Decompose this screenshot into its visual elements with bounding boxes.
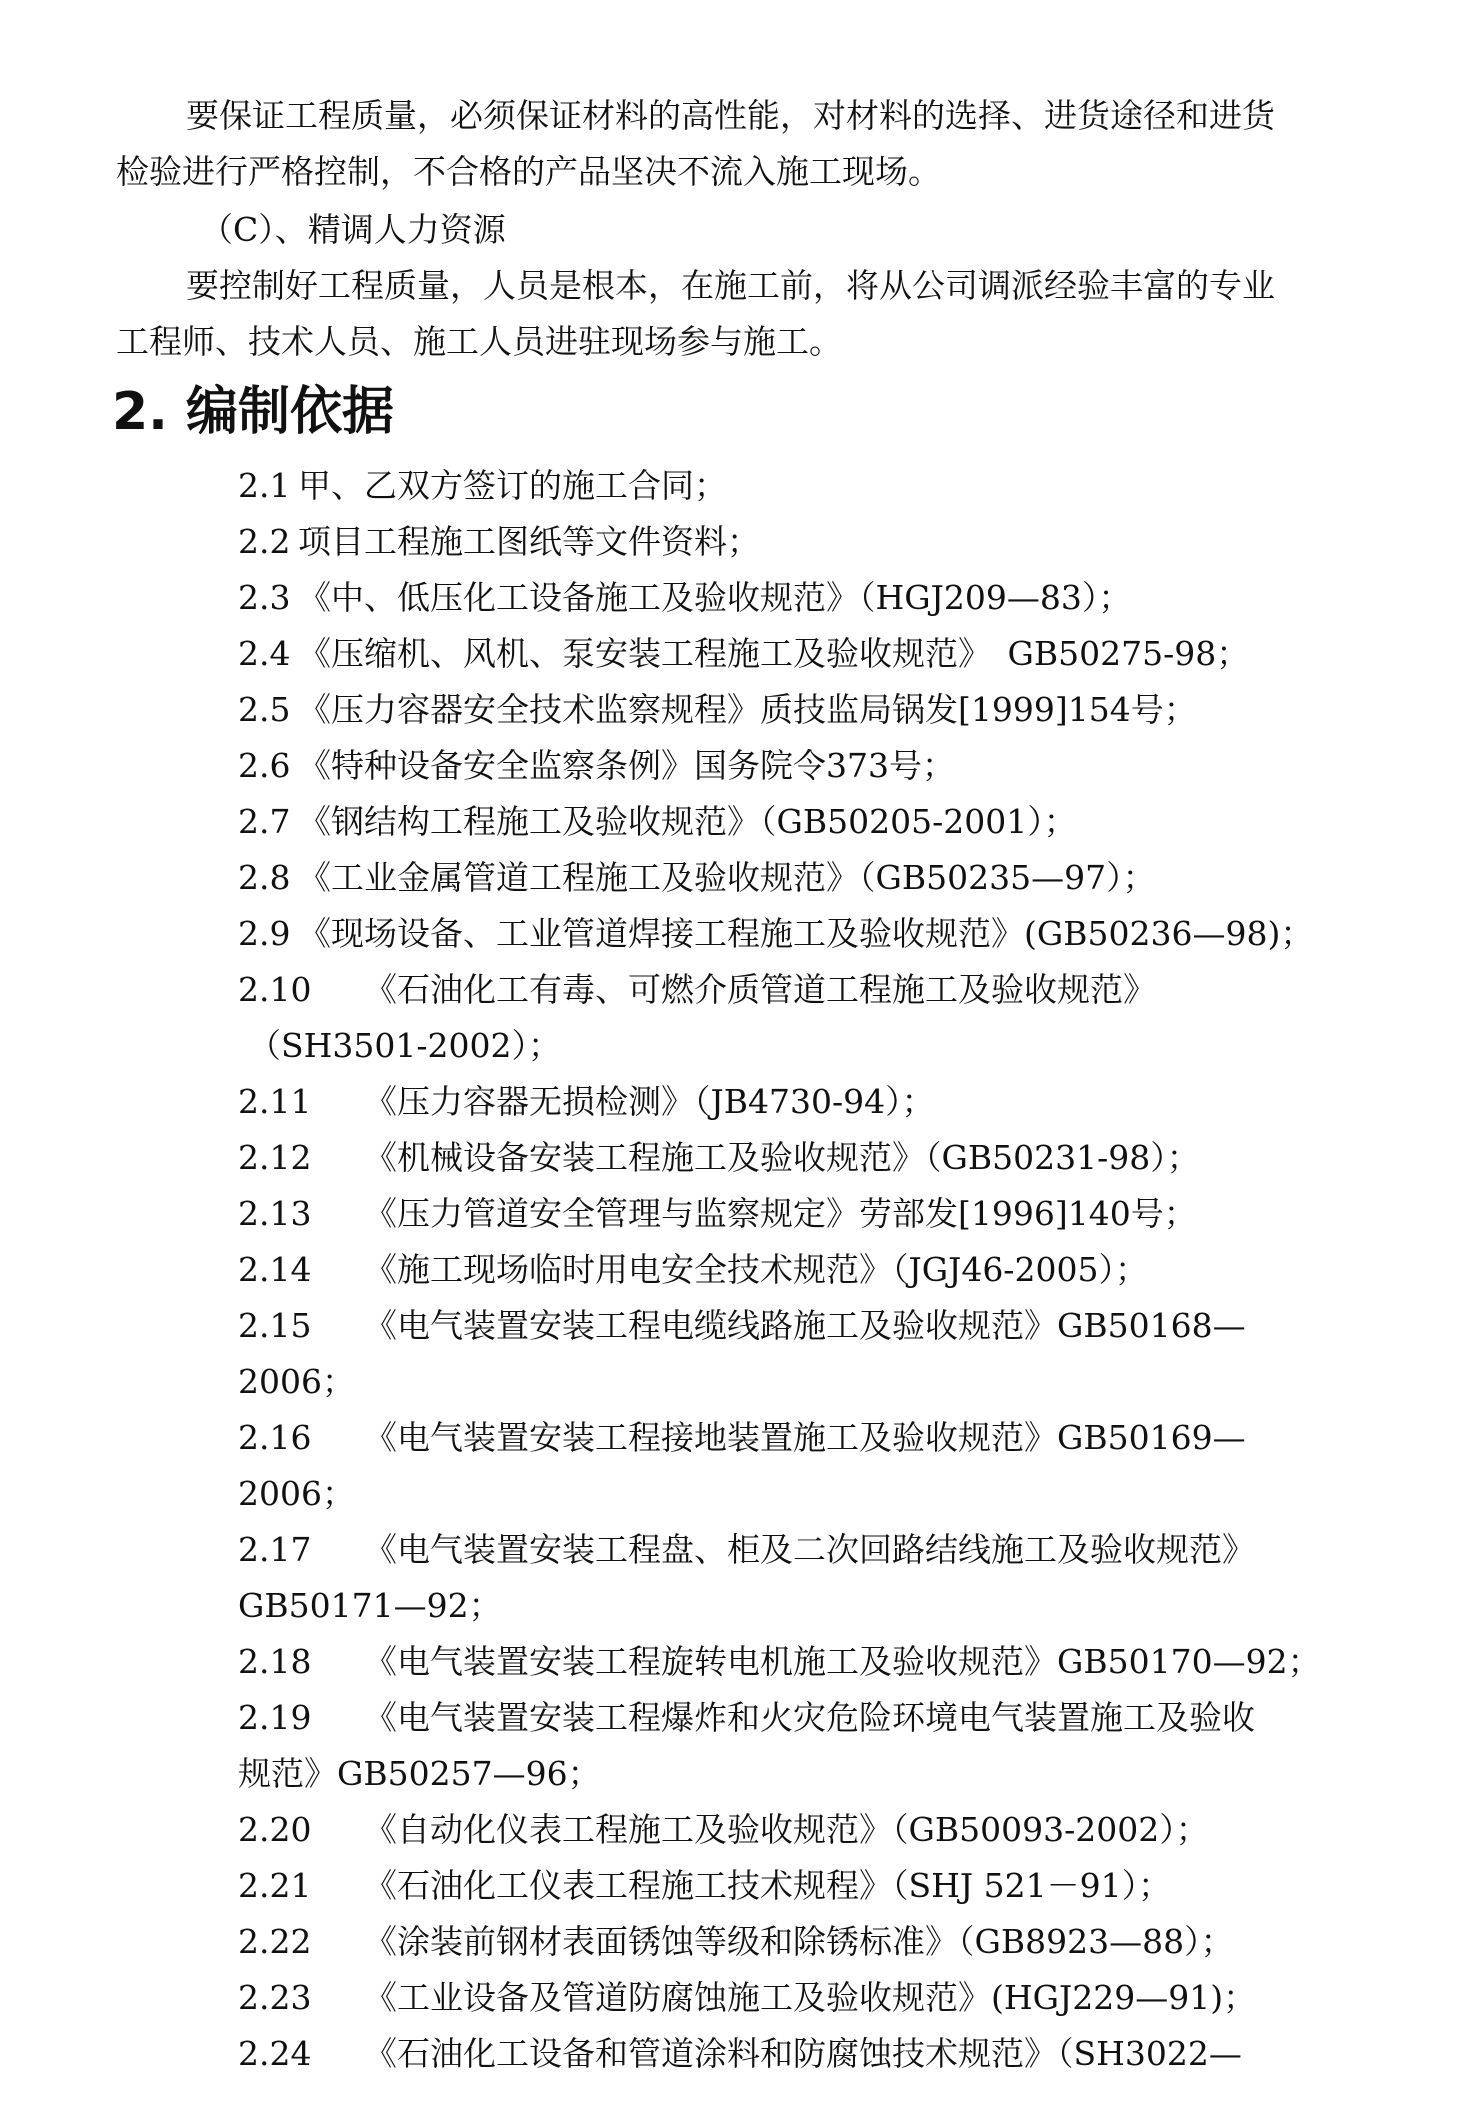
list-item-number: 2.23 bbox=[238, 1978, 312, 2017]
list-item-text: 《机械设备安装工程施工及验收规范》（GB50231-98）； bbox=[364, 1138, 1200, 1177]
list-item-text: 《自动化仪表工程施工及验收规范》（GB50093-2002）； bbox=[364, 1810, 1209, 1849]
list-item-continuation: 2006； bbox=[238, 1362, 355, 1401]
list-item-number: 2.15 bbox=[238, 1306, 312, 1345]
list-item-text: 《涂装前钢材表面锈蚀等级和除锈标准》（GB8923—88）； bbox=[364, 1922, 1234, 1961]
list-item-number: 2.12 bbox=[238, 1138, 312, 1177]
list-item-text: 项目工程施工图纸等文件资料； bbox=[298, 522, 760, 561]
list-item-continuation: （SH3501-2002）； bbox=[248, 1026, 562, 1065]
list-item-number: 2.7 bbox=[238, 802, 291, 841]
list-item-continuation: 2006； bbox=[238, 1474, 355, 1513]
intro-paragraph-1-line-2: 检验进行严格控制，不合格的产品坚决不流入施工现场。 bbox=[116, 152, 941, 191]
list-item-number: 2.8 bbox=[238, 858, 291, 897]
list-item-number: 2.2 bbox=[238, 522, 291, 561]
list-item-number: 2.18 bbox=[238, 1642, 312, 1681]
list-item-text: 《压力容器安全技术监察规程》质技监局锅发[1999]154号； bbox=[298, 690, 1197, 729]
list-item-number: 2.14 bbox=[238, 1250, 312, 1289]
list-item-text: 《电气装置安装工程旋转电机施工及验收规范》GB50170—92； bbox=[364, 1642, 1321, 1681]
intro-paragraph-1-line-1: 要保证工程质量，必须保证材料的高性能，对材料的选择、进货途径和进货 bbox=[186, 96, 1275, 135]
list-item-number: 2.1 bbox=[238, 466, 291, 505]
list-item-text: 《电气装置安装工程接地装置施工及验收规范》GB50169— bbox=[364, 1418, 1246, 1457]
list-item-number: 2.4 bbox=[238, 634, 291, 673]
list-item-text: 《电气装置安装工程爆炸和火灾危险环境电气装置施工及验收 bbox=[364, 1698, 1255, 1737]
list-item-text: 甲、乙双方签订的施工合同； bbox=[298, 466, 727, 505]
list-item-text: 《石油化工仪表工程施工技术规程》（SHJ 521－91）； bbox=[364, 1866, 1172, 1905]
list-item-text: 《钢结构工程施工及验收规范》（GB50205-2001）； bbox=[298, 802, 1077, 841]
list-item-number: 2.19 bbox=[238, 1698, 312, 1737]
list-item-text: 《工业金属管道工程施工及验收规范》（GB50235—97）； bbox=[298, 858, 1156, 897]
list-item-text: 《中、低压化工设备施工及验收规范》（HGJ209—83）； bbox=[298, 578, 1132, 617]
list-item-number: 2.10 bbox=[238, 970, 312, 1009]
list-item-number: 2.16 bbox=[238, 1418, 312, 1457]
list-item-number: 2.3 bbox=[238, 578, 291, 617]
list-item-text: 《电气装置安装工程电缆线路施工及验收规范》GB50168— bbox=[364, 1306, 1246, 1345]
list-item-text: 《现场设备、工业管道焊接工程施工及验收规范》(GB50236—98)； bbox=[298, 914, 1314, 953]
list-item-number: 2.20 bbox=[238, 1810, 312, 1849]
list-item-number: 2.22 bbox=[238, 1922, 312, 1961]
list-item-number: 2.13 bbox=[238, 1194, 312, 1233]
list-item-number: 2.9 bbox=[238, 914, 291, 953]
list-item-number: 2.21 bbox=[238, 1866, 312, 1905]
list-item-text: 《石油化工有毒、可燃介质管道工程施工及验收规范》 bbox=[364, 970, 1156, 1009]
list-item-text: 《电气装置安装工程盘、柜及二次回路结线施工及验收规范》 bbox=[364, 1530, 1255, 1569]
list-item-text: 《工业设备及管道防腐蚀施工及验收规范》(HGJ229—91)； bbox=[364, 1978, 1257, 2017]
intro-paragraph-2-line-1: 要控制好工程质量，人员是根本，在施工前，将从公司调派经验丰富的专业 bbox=[186, 266, 1275, 305]
list-item-text: 《压力容器无损检测》（JB4730-94）； bbox=[364, 1082, 935, 1121]
list-item-text: 《特种设备安全监察条例》国务院令373号； bbox=[298, 746, 955, 785]
intro-subheading: （C）、精调人力资源 bbox=[200, 210, 506, 249]
section-heading: 2. 编制依据 bbox=[112, 382, 395, 442]
list-item-number: 2.5 bbox=[238, 690, 291, 729]
intro-paragraph-2-line-2: 工程师、技术人员、施工人员进驻现场参与施工。 bbox=[116, 322, 842, 361]
list-item-text: 《石油化工设备和管道涂料和防腐蚀技术规范》（SH3022— bbox=[364, 2034, 1242, 2073]
list-item-number: 2.6 bbox=[238, 746, 291, 785]
list-item-number: 2.17 bbox=[238, 1530, 312, 1569]
list-item-continuation: GB50171—92； bbox=[238, 1586, 502, 1625]
list-item-text: 《压力管道安全管理与监察规定》劳部发[1996]140号； bbox=[364, 1194, 1197, 1233]
list-item-number: 2.24 bbox=[238, 2034, 312, 2073]
list-item-continuation: 规范》GB50257—96； bbox=[238, 1754, 601, 1793]
list-item-text: 《压缩机、风机、泵安装工程施工及验收规范》 GB50275-98； bbox=[298, 634, 1250, 673]
list-item-number: 2.11 bbox=[238, 1082, 312, 1121]
list-item-text: 《施工现场临时用电安全技术规范》（JGJ46-2005）； bbox=[364, 1250, 1148, 1289]
